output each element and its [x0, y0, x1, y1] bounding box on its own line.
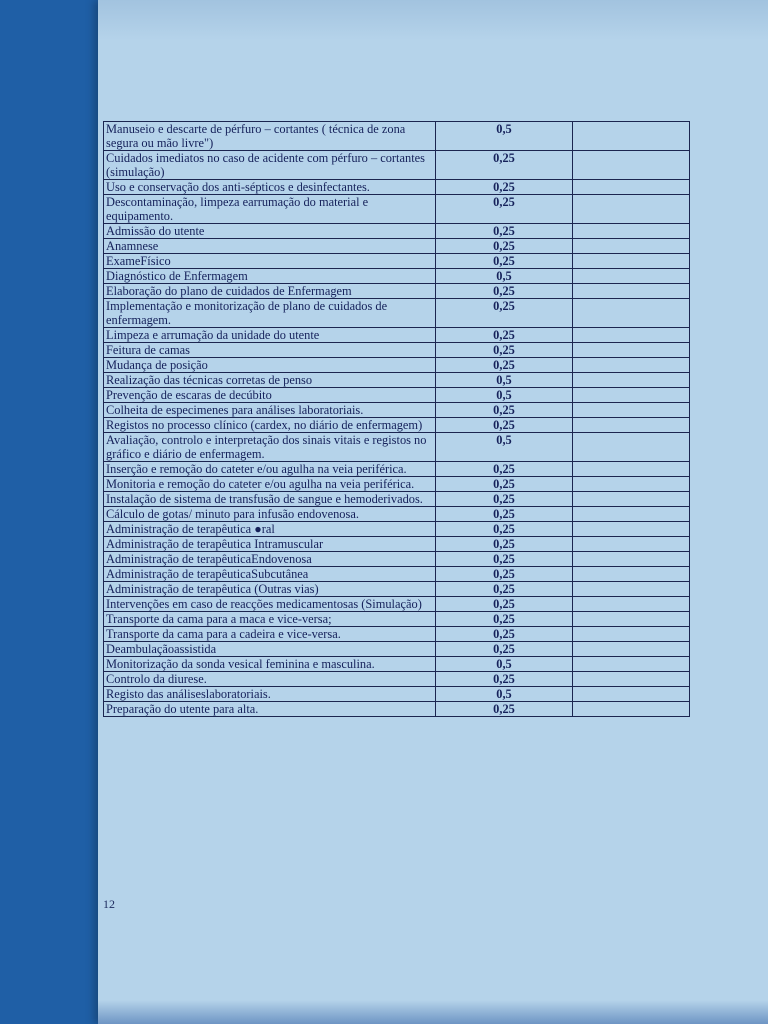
score-cell: 0,25 [436, 195, 573, 224]
task-cell: Administração de terapêutica Intramuscular [104, 537, 436, 552]
task-cell: Inserção e remoção do cateter e/ou agulha na veia periférica. [104, 462, 436, 477]
score-cell: 0,25 [436, 612, 573, 627]
table-row [104, 582, 690, 597]
table-row [104, 224, 690, 239]
task-cell: Administração de terapêuticaEndovenosa [104, 552, 436, 567]
table-row [104, 657, 690, 672]
task-cell: Administração de terapêutica ●ral [104, 522, 436, 537]
score-cell: 0,25 [436, 477, 573, 492]
table-row [104, 507, 690, 522]
table-row [104, 195, 690, 224]
score-cell: 0,25 [436, 151, 573, 180]
task-cell: Elaboração do plano de cuidados de Enfermagem [104, 284, 436, 299]
task-cell: Realização das técnicas corretas de penso [104, 373, 436, 388]
table-row [104, 299, 690, 328]
empty-cell [573, 343, 690, 358]
empty-cell [573, 672, 690, 687]
score-cell: 0,25 [436, 642, 573, 657]
empty-cell [573, 492, 690, 507]
score-cell: 0,25 [436, 702, 573, 717]
table-row [104, 597, 690, 612]
empty-cell [573, 269, 690, 284]
score-cell: 0,5 [436, 687, 573, 702]
task-cell: Registos no processo clínico (cardex, no diário de enfermagem) [104, 418, 436, 433]
empty-cell [573, 477, 690, 492]
empty-cell [573, 612, 690, 627]
table-row [104, 284, 690, 299]
empty-cell [573, 687, 690, 702]
table-row [104, 552, 690, 567]
task-cell: Manuseio e descarte de pérfuro – cortantes ( técnica de zona segura ou mão livre") [104, 122, 436, 151]
task-cell: Descontaminação, limpeza earrumação do material e equipamento. [104, 195, 436, 224]
page-shadow [98, 0, 768, 40]
task-cell: Cuidados imediatos no caso de acidente com pérfuro – cortantes (simulação) [104, 151, 436, 180]
empty-cell [573, 373, 690, 388]
table-row [104, 567, 690, 582]
table-row [104, 388, 690, 403]
task-cell: Uso e conservação dos anti-sépticos e desinfectantes. [104, 180, 436, 195]
table-row [104, 642, 690, 657]
score-cell: 0,25 [436, 180, 573, 195]
task-cell: Administração de terapêuticaSubcutânea [104, 567, 436, 582]
empty-cell [573, 122, 690, 151]
score-cell: 0,5 [436, 269, 573, 284]
score-cell: 0,25 [436, 582, 573, 597]
score-cell: 0,5 [436, 433, 573, 462]
table-body [104, 122, 690, 717]
task-cell: Administração de terapêutica (Outras vias) [104, 582, 436, 597]
table-row [104, 151, 690, 180]
bottom-edge [98, 1000, 768, 1024]
empty-cell [573, 657, 690, 672]
score-cell: 0,5 [436, 122, 573, 151]
score-cell: 0,25 [436, 299, 573, 328]
task-cell: Cálculo de gotas/ minuto para infusão endovenosa. [104, 507, 436, 522]
score-cell: 0,25 [436, 627, 573, 642]
table-row [104, 522, 690, 537]
page-number: 12 [103, 897, 115, 911]
table-row [104, 343, 690, 358]
empty-cell [573, 597, 690, 612]
score-cell: 0,25 [436, 403, 573, 418]
score-cell: 0,25 [436, 418, 573, 433]
empty-cell [573, 567, 690, 582]
task-cell: Implementação e monitorização de plano de cuidados de enfermagem. [104, 299, 436, 328]
table-row [104, 477, 690, 492]
score-cell: 0,25 [436, 537, 573, 552]
empty-cell [573, 224, 690, 239]
empty-cell [573, 403, 690, 418]
score-cell: 0,25 [436, 672, 573, 687]
score-cell: 0,25 [436, 284, 573, 299]
task-cell: Deambulaçãoassistida [104, 642, 436, 657]
evaluation-table [103, 121, 690, 717]
task-cell: Mudança de posição [104, 358, 436, 373]
empty-cell [573, 328, 690, 343]
empty-cell [573, 702, 690, 717]
empty-cell [573, 254, 690, 269]
score-cell: 0,25 [436, 492, 573, 507]
score-cell: 0,25 [436, 597, 573, 612]
score-cell: 0,5 [436, 388, 573, 403]
empty-cell [573, 462, 690, 477]
empty-cell [573, 151, 690, 180]
task-cell: ExameFísico [104, 254, 436, 269]
empty-cell [573, 358, 690, 373]
task-cell: Prevenção de escaras de decúbito [104, 388, 436, 403]
score-cell: 0,25 [436, 239, 573, 254]
table-row [104, 433, 690, 462]
empty-cell [573, 195, 690, 224]
task-cell: Transporte da cama para a maca e vice-versa; [104, 612, 436, 627]
empty-cell [573, 537, 690, 552]
empty-cell [573, 433, 690, 462]
task-cell: Diagnóstico de Enfermagem [104, 269, 436, 284]
table-row [104, 462, 690, 477]
empty-cell [573, 284, 690, 299]
empty-cell [573, 180, 690, 195]
score-cell: 0,25 [436, 507, 573, 522]
task-cell: Controlo da diurese. [104, 672, 436, 687]
empty-cell [573, 642, 690, 657]
empty-cell [573, 582, 690, 597]
empty-cell [573, 522, 690, 537]
table-row [104, 403, 690, 418]
score-cell: 0,25 [436, 552, 573, 567]
task-cell: Feitura de camas [104, 343, 436, 358]
table-row [104, 358, 690, 373]
score-cell: 0,25 [436, 462, 573, 477]
table-row [104, 672, 690, 687]
task-cell: Instalação de sistema de transfusão de sangue e hemoderivados. [104, 492, 436, 507]
task-cell: Monitorização da sonda vesical feminina e masculina. [104, 657, 436, 672]
empty-cell [573, 418, 690, 433]
empty-cell [573, 239, 690, 254]
table-row [104, 492, 690, 507]
task-cell: Admissão do utente [104, 224, 436, 239]
table-row [104, 537, 690, 552]
empty-cell [573, 507, 690, 522]
task-cell: Monitoria e remoção do cateter e/ou agulha na veia periférica. [104, 477, 436, 492]
empty-cell [573, 552, 690, 567]
table-row [104, 254, 690, 269]
score-cell: 0,25 [436, 224, 573, 239]
table-row [104, 702, 690, 717]
score-cell: 0,25 [436, 343, 573, 358]
task-cell: Intervenções em caso de reacções medicamentosas (Simulação) [104, 597, 436, 612]
empty-cell [573, 299, 690, 328]
table-row [104, 687, 690, 702]
task-cell: Limpeza e arrumação da unidade do utente [104, 328, 436, 343]
score-cell: 0,25 [436, 254, 573, 269]
table-row [104, 627, 690, 642]
score-cell: 0,25 [436, 567, 573, 582]
table-row [104, 269, 690, 284]
task-cell: Preparação do utente para alta. [104, 702, 436, 717]
score-cell: 0,5 [436, 373, 573, 388]
table-row [104, 180, 690, 195]
table-row [104, 612, 690, 627]
table-row [104, 328, 690, 343]
empty-cell [573, 627, 690, 642]
table-row [104, 418, 690, 433]
task-cell: Registo das análiseslaboratoriais. [104, 687, 436, 702]
task-cell: Anamnese [104, 239, 436, 254]
score-cell: 0,25 [436, 358, 573, 373]
score-cell: 0,25 [436, 328, 573, 343]
task-cell: Transporte da cama para a cadeira e vice-versa. [104, 627, 436, 642]
task-cell: Avaliação, controlo e interpretação dos sinais vitais e registos no gráfico e diário de enfermagem. [104, 433, 436, 462]
score-cell: 0,5 [436, 657, 573, 672]
task-cell: Colheita de especimenes para análises laboratoriais. [104, 403, 436, 418]
empty-cell [573, 388, 690, 403]
table-row [104, 122, 690, 151]
score-cell: 0,25 [436, 522, 573, 537]
table-row [104, 239, 690, 254]
table-row [104, 373, 690, 388]
